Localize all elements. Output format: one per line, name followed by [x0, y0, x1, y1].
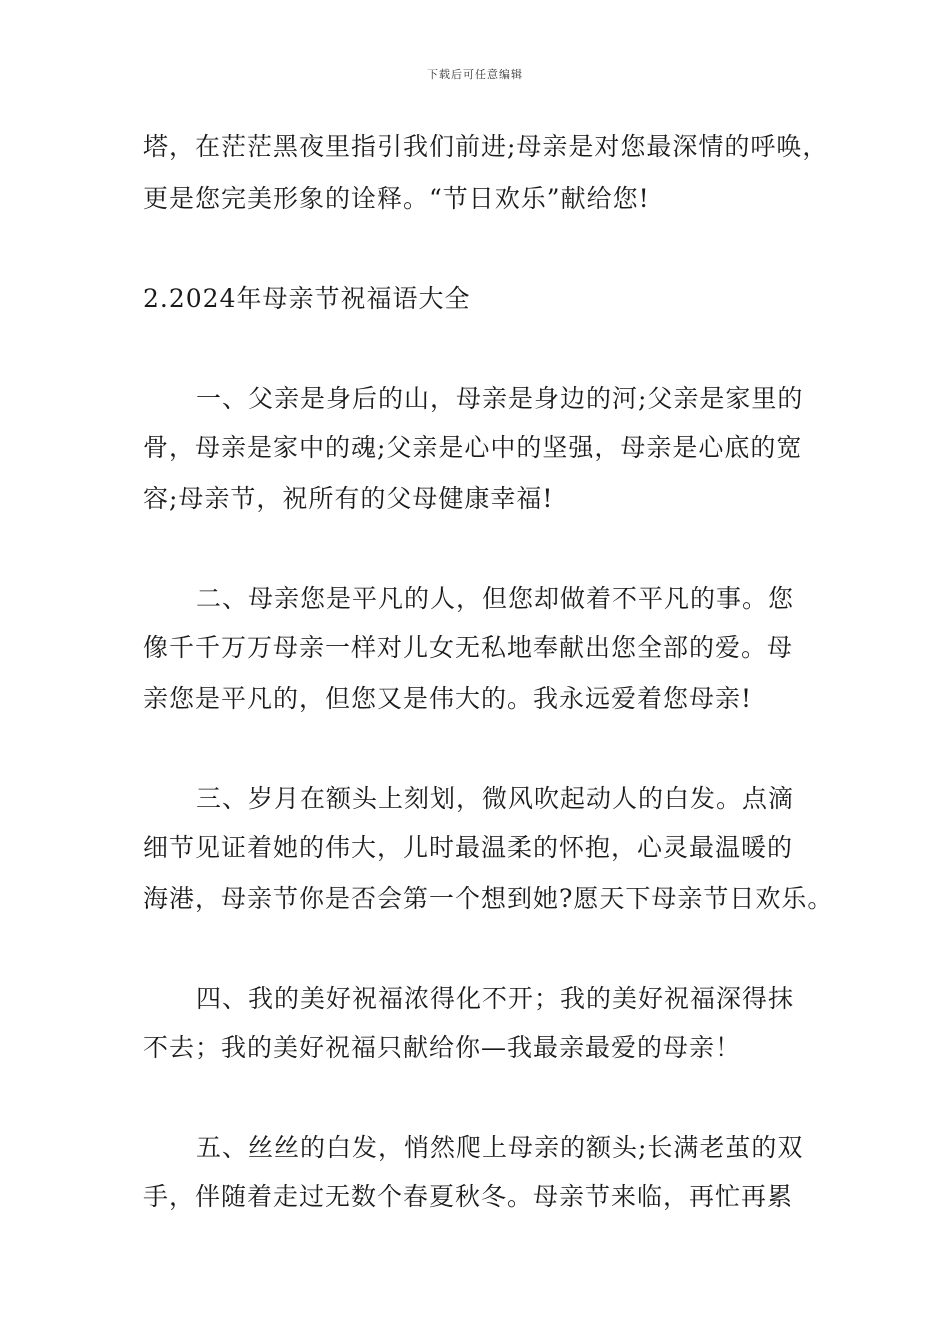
text-line: 三、岁月在额头上刻划，微风吹起动人的白发。点滴 [196, 784, 795, 813]
text-line: 二、母亲您是平凡的人，但您却做着不平凡的事。您 [196, 584, 795, 613]
text-line: 不去；我的美好祝福只献给你—我最亲最爱的母亲！ [143, 1033, 742, 1062]
text-line: 亲您是平凡的，但您又是伟大的。我永远爱着您母亲! [143, 684, 753, 713]
text-line: 像千千万万母亲一样对儿女无私地奉献出您全部的爱。母 [143, 633, 794, 662]
text-line: 更是您完美形象的诠释。“节日欢乐”献给您! [143, 184, 650, 213]
text-line: 骨，母亲是家中的魂;父亲是心中的坚强，母亲是心底的宽 [143, 433, 803, 462]
text-line: 容;母亲节，祝所有的父母健康幸福! [143, 484, 554, 513]
text-line: 五、丝丝的白发，悄然爬上母亲的额头;长满老茧的双 [196, 1133, 804, 1162]
section-heading: 2.2024年母亲节祝福语大全 [143, 284, 471, 313]
text-line: 塔，在茫茫黑夜里指引我们前进;母亲是对您最深情的呼唤， [143, 132, 829, 161]
text-line: 细节见证着她的伟大，儿时最温柔的怀抱，心灵最温暖的 [143, 833, 794, 862]
text-line: 海港，母亲节你是否会第一个想到她?愿天下母亲节日欢乐。 [143, 884, 834, 913]
text-line: 一、父亲是身后的山，母亲是身边的河;父亲是家里的 [196, 384, 804, 413]
page-header: 下载后可任意编辑 [427, 68, 523, 81]
text-line: 四、我的美好祝福浓得化不开；我的美好祝福深得抹 [196, 984, 795, 1013]
text-line: 手，伴随着走过无数个春夏秋冬。母亲节来临，再忙再累 [143, 1182, 794, 1211]
